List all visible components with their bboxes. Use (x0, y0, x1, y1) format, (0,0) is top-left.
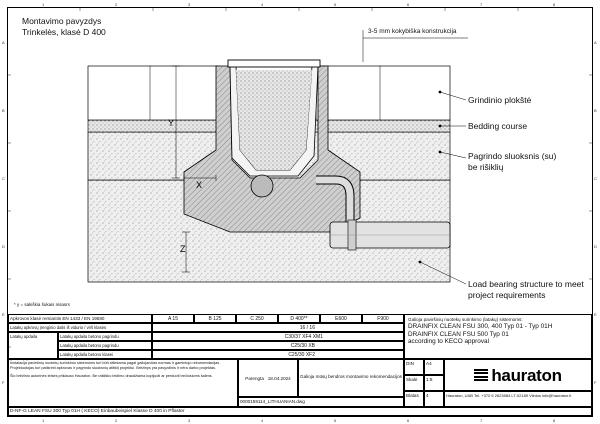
tb-row3-sub: Latakų apdaila betono pagrindu (58, 332, 152, 341)
ruler-number-3: 3 (188, 418, 191, 423)
dim-y-label: Y (168, 118, 175, 128)
ruler-number-2: 2 (115, 418, 118, 423)
tb-product-line-2: DRAINFIX CLEAN FSU 500 Typ 01 (408, 330, 509, 338)
hauraton-logo-icon (474, 369, 488, 381)
tb-product-line-0: Galioja paviršinių nuotekų surinkimo (latakų) sistemoms: (408, 317, 523, 322)
tb-validity: Galioja mūsų bendros montavimo rekomendacijos (298, 359, 404, 397)
label-subbase-2: be rišiklių (468, 162, 504, 172)
tb-class-e600: E600 (320, 314, 362, 323)
dim-z-label: Z (180, 244, 186, 254)
ruler-number-1: 1 (42, 418, 45, 423)
ruler-number-6: 6 (407, 418, 410, 423)
tb-date-label: Parengta (245, 376, 264, 381)
drawing-title-line1: Montavimo pavyzdys (22, 16, 102, 26)
title-block (8, 314, 592, 416)
ruler-number-5: 5 (334, 418, 337, 423)
footnote: * y = sakiškia šukais nisasrs (14, 302, 70, 307)
pavement-right (316, 66, 450, 120)
tb-class-a15: A 15 (152, 314, 194, 323)
ruler-number-3: 3 (188, 2, 191, 7)
tb-row3-label: Latakų apdaila (8, 332, 58, 359)
outlet-pipe-section (251, 175, 273, 197)
ruler-letter-D: D (2, 244, 5, 249)
tb-drawing-number: 0000159114_LITHUANIAN.dwg (238, 397, 404, 407)
ruler-number-1: 1 (42, 2, 45, 7)
ruler-number-8: 8 (553, 418, 556, 423)
hauraton-logo (444, 359, 592, 391)
label-structure-2: project requirements (468, 290, 546, 300)
ruler-letter-C: C (594, 176, 597, 181)
tb-disclaimer-text: Instalacija paviršinių nuotekų surinkimo sistemoms turi būti atliekama pagal galiojančias normas ir gamintojo rekomendacijas. Projektuotojas turi patikrinti apkrovas ir pagrindo sluoksnių atitiktį projektui. Brėžinys yra pavyzdinis ir nėra darbo projektas. (10, 361, 221, 370)
label-pavement: Grindinio plokštė (468, 95, 532, 105)
ruler-number-8: 8 (553, 2, 556, 7)
ruler-letter-B: B (2, 108, 5, 113)
ruler-number-7: 7 (480, 418, 483, 423)
ruler-letter-C: C (2, 176, 5, 181)
tb-row2-value: 16 / 16 (152, 323, 404, 332)
ruler-letter-A: A (2, 40, 5, 45)
tb-date (238, 359, 298, 397)
label-bedding: Bedding course (468, 121, 528, 131)
tolerance-note: 3-5 mm kokybiška konstrukcija (368, 28, 457, 35)
tb-row5-sub: Latakų apdaila betono klasei (58, 350, 152, 359)
ruler-letter-E: E (594, 312, 597, 317)
pavement-left (88, 66, 220, 120)
ruler-number-5: 5 (334, 2, 337, 7)
ruler-number-6: 6 (407, 2, 410, 7)
tb-footer: D-NF-G LEAN FSU 300 Typ 01H ( KECO) Einbaubeispiel Klasse D 400 in Pflaster (8, 407, 592, 416)
tb-row5-value: C25/30 XF2 (152, 350, 404, 359)
tb-product-line-1: DRAINFIX CLEAN FSU 300, 400 Typ 01 - Typ 01H (408, 323, 553, 330)
ruler-letter-F: F (2, 380, 5, 385)
ruler-letter-E: E (2, 312, 5, 317)
tb-row4-sub: Latakų apdaila betono pagrindu (58, 341, 152, 350)
ruler-number-4: 4 (261, 418, 264, 423)
label-subbase-1: Pagrindo sluoksnis (su) (468, 151, 557, 161)
channel-grating (228, 60, 320, 67)
tb-company-address: Hauraton, UAB Tel. +370 5 2623584 LT-02189 Vilnius info@hauraton.lt (444, 391, 592, 407)
ruler-letter-A: A (594, 40, 597, 45)
tb-class-d400: D 400** (278, 314, 320, 323)
tb-disclaimer (8, 359, 238, 407)
tb-product-info (404, 314, 592, 359)
tb-din-label: DIN (404, 359, 424, 375)
tb-load-class-label: Apkrovos klasė remiantis EN 1433 / EN 19580 (8, 314, 152, 323)
tb-row2-label: Latakų apkrovų įrenginio dalis iš vidurio / virš klasės (8, 323, 152, 332)
channel-interior (236, 70, 312, 170)
tb-date-value: 18.04.2024 (267, 376, 291, 381)
tb-product-line-3: according to KECO approval (408, 338, 489, 346)
ruler-letter-F: F (594, 380, 597, 385)
tb-class-c250: C 250 (236, 314, 278, 323)
ruler-letter-B: B (594, 108, 597, 113)
tb-scale-value: 1:8 (424, 375, 444, 391)
tb-sheet-label: Blatas (404, 391, 424, 407)
tb-copyright: Šio brėžinio autorinės teisės priklauso Hauraton. Be raštiško leidimo draudžiama kopijuoti ar perduoti trečiosioms šalims. (10, 373, 213, 378)
hauraton-logo-text: hauraton (491, 365, 562, 385)
dim-x-label: X (196, 180, 203, 190)
ruler-number-4: 4 (261, 2, 264, 7)
tb-scale-label: Skalė (404, 375, 424, 391)
tb-class-b125: B 125 (194, 314, 236, 323)
label-structure-1: Load bearing structure to meet (468, 279, 584, 289)
tb-row4-value: C25/30 XB (152, 341, 404, 350)
ruler-number-7: 7 (480, 2, 483, 7)
tb-din-value: A4 (424, 359, 444, 375)
ruler-number-2: 2 (115, 2, 118, 7)
tb-class-f900: F900 (362, 314, 404, 323)
drawing-title-line2: Trinkelės, klasė D 400 (22, 27, 106, 37)
tb-row3-value: C30/37 XF4 XM1 (152, 332, 404, 341)
ruler-letter-D: D (594, 244, 597, 249)
tb-sheet-number: 4 (424, 391, 444, 407)
